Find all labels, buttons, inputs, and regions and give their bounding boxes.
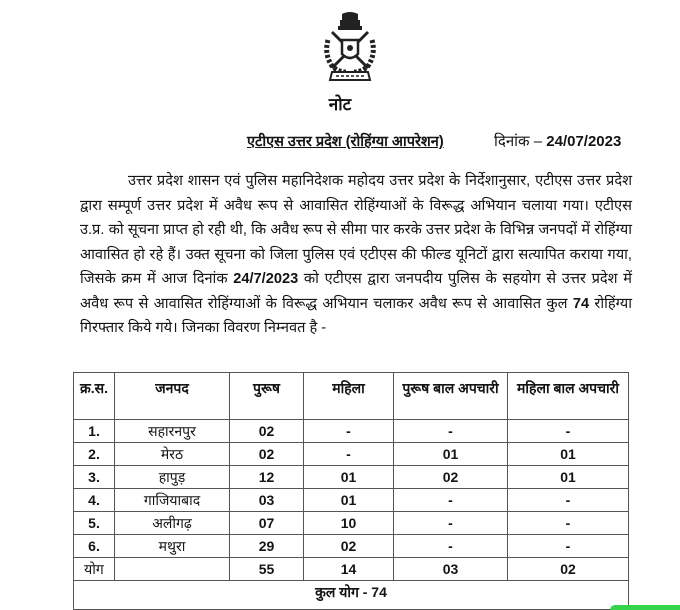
total-juvenile-male: 03 (394, 558, 508, 581)
cell-female: - (304, 420, 394, 443)
cell-male: 29 (230, 535, 304, 558)
paragraph-part1: उत्तर प्रदेश शासन एवं पुलिस महानिदेशक महोदय उत्तर प्रदेश के निर्देशानुसार, एटीएस उत्तर प्रदेश द्वारा सम्पूर्ण उत्तर प्रदेश में अवैध रूप से आवासित रोहिंग्याओं के विरूद्ध अभियान चलाया गया। एटीएस उ.प्र. को सूचना प्राप्त हो रही थी, कि अवैध रूप से सीमा पार करके उत्तर प्रदेश के विभिन्न जनपदों में रोहिंग्या आवासित हो रहे हैं। उक्त सूचना को जिला पुलिस एवं एटीएस की फील्ड यूनिटों द्वारा सत्यापित कराया गया, जिसके क्रम में आज दिनांक (80, 173, 632, 287)
cell-district: अलीगढ़ (115, 512, 230, 535)
cell-serial: 4. (74, 489, 115, 512)
cell-juvenile-female: - (508, 512, 629, 535)
col-header-juvenile-male: पुरूष बाल अपचारी (394, 373, 508, 420)
up-police-emblem-icon (318, 10, 382, 82)
green-overlay-button[interactable] (610, 605, 680, 610)
cell-juvenile-male: - (394, 512, 508, 535)
table-row (74, 466, 629, 489)
table-row (74, 512, 629, 535)
cell-juvenile-male: - (394, 535, 508, 558)
cell-district: सहारनपुर (115, 420, 230, 443)
col-header-female: महिला (304, 373, 394, 420)
cell-district: हापुड़ (115, 466, 230, 489)
cell-serial: 1. (74, 420, 115, 443)
cell-juvenile-male: 01 (394, 443, 508, 466)
table-row (74, 489, 629, 512)
table-row (74, 535, 629, 558)
cell-juvenile-female: - (508, 535, 629, 558)
cell-juvenile-male: - (394, 489, 508, 512)
total-district-blank (115, 558, 230, 581)
subject-heading: एटीएस उत्तर प्रदेश (रोहिंग्या आपरेशन) (247, 134, 444, 150)
cell-female: 02 (304, 535, 394, 558)
date-value: 24/07/2023 (546, 133, 622, 150)
table-row (74, 420, 629, 443)
cell-serial: 6. (74, 535, 115, 558)
cell-district: मथुरा (115, 535, 230, 558)
cell-male: 07 (230, 512, 304, 535)
paragraph-date: 24/7/2023 (233, 271, 299, 287)
paragraph-total: 74 (572, 295, 590, 312)
table-total-row (74, 558, 629, 581)
col-header-serial: क्र.स. (74, 373, 115, 420)
cell-female: 01 (304, 466, 394, 489)
arrest-summary-table (73, 372, 629, 610)
cell-male: 02 (230, 420, 304, 443)
cell-juvenile-female: 01 (508, 466, 629, 489)
cell-serial: 5. (74, 512, 115, 535)
cell-juvenile-male: 02 (394, 466, 508, 489)
cell-juvenile-female: - (508, 420, 629, 443)
cell-juvenile-male: - (394, 420, 508, 443)
cell-male: 02 (230, 443, 304, 466)
note-title: नोट (328, 95, 352, 114)
paragraph-part3: रोहिंग्या गिरफ्तार किये गये। जिनका विवरण निम्नवत है - (80, 295, 633, 336)
col-header-male: पुरूष (230, 373, 304, 420)
document-date (494, 131, 621, 151)
table-header-row (74, 373, 629, 420)
body-paragraph (80, 169, 632, 341)
cell-female: 01 (304, 489, 394, 512)
col-header-juvenile-female: महिला बाल अपचारी (508, 373, 629, 420)
cell-male: 03 (230, 489, 304, 512)
cell-district: मेरठ (115, 443, 230, 466)
total-male: 55 (230, 558, 304, 581)
grand-total-row (74, 581, 629, 610)
cell-female: 10 (304, 512, 394, 535)
total-female: 14 (304, 558, 394, 581)
cell-female: - (304, 443, 394, 466)
grand-total: कुल योग - 74 (74, 581, 629, 610)
date-label: दिनांक – (494, 133, 547, 150)
cell-serial: 3. (74, 466, 115, 489)
cell-juvenile-female: - (508, 489, 629, 512)
cell-male: 12 (230, 466, 304, 489)
cell-juvenile-female: 01 (508, 443, 629, 466)
total-juvenile-female: 02 (508, 558, 629, 581)
total-label: योग (74, 558, 115, 581)
cell-district: गाजियाबाद (115, 489, 230, 512)
table-row (74, 443, 629, 466)
col-header-district: जनपद (115, 373, 230, 420)
paragraph-part2: को एटीएस द्वारा जनपदीय पुलिस के सहयोग से उत्तर प्रदेश में अवैध रूप से आवासित रोहिंग्याओं के विरूद्ध अभियान चलाकर अवैध रूप से आवासित कुल (80, 271, 633, 312)
cell-serial: 2. (74, 443, 115, 466)
